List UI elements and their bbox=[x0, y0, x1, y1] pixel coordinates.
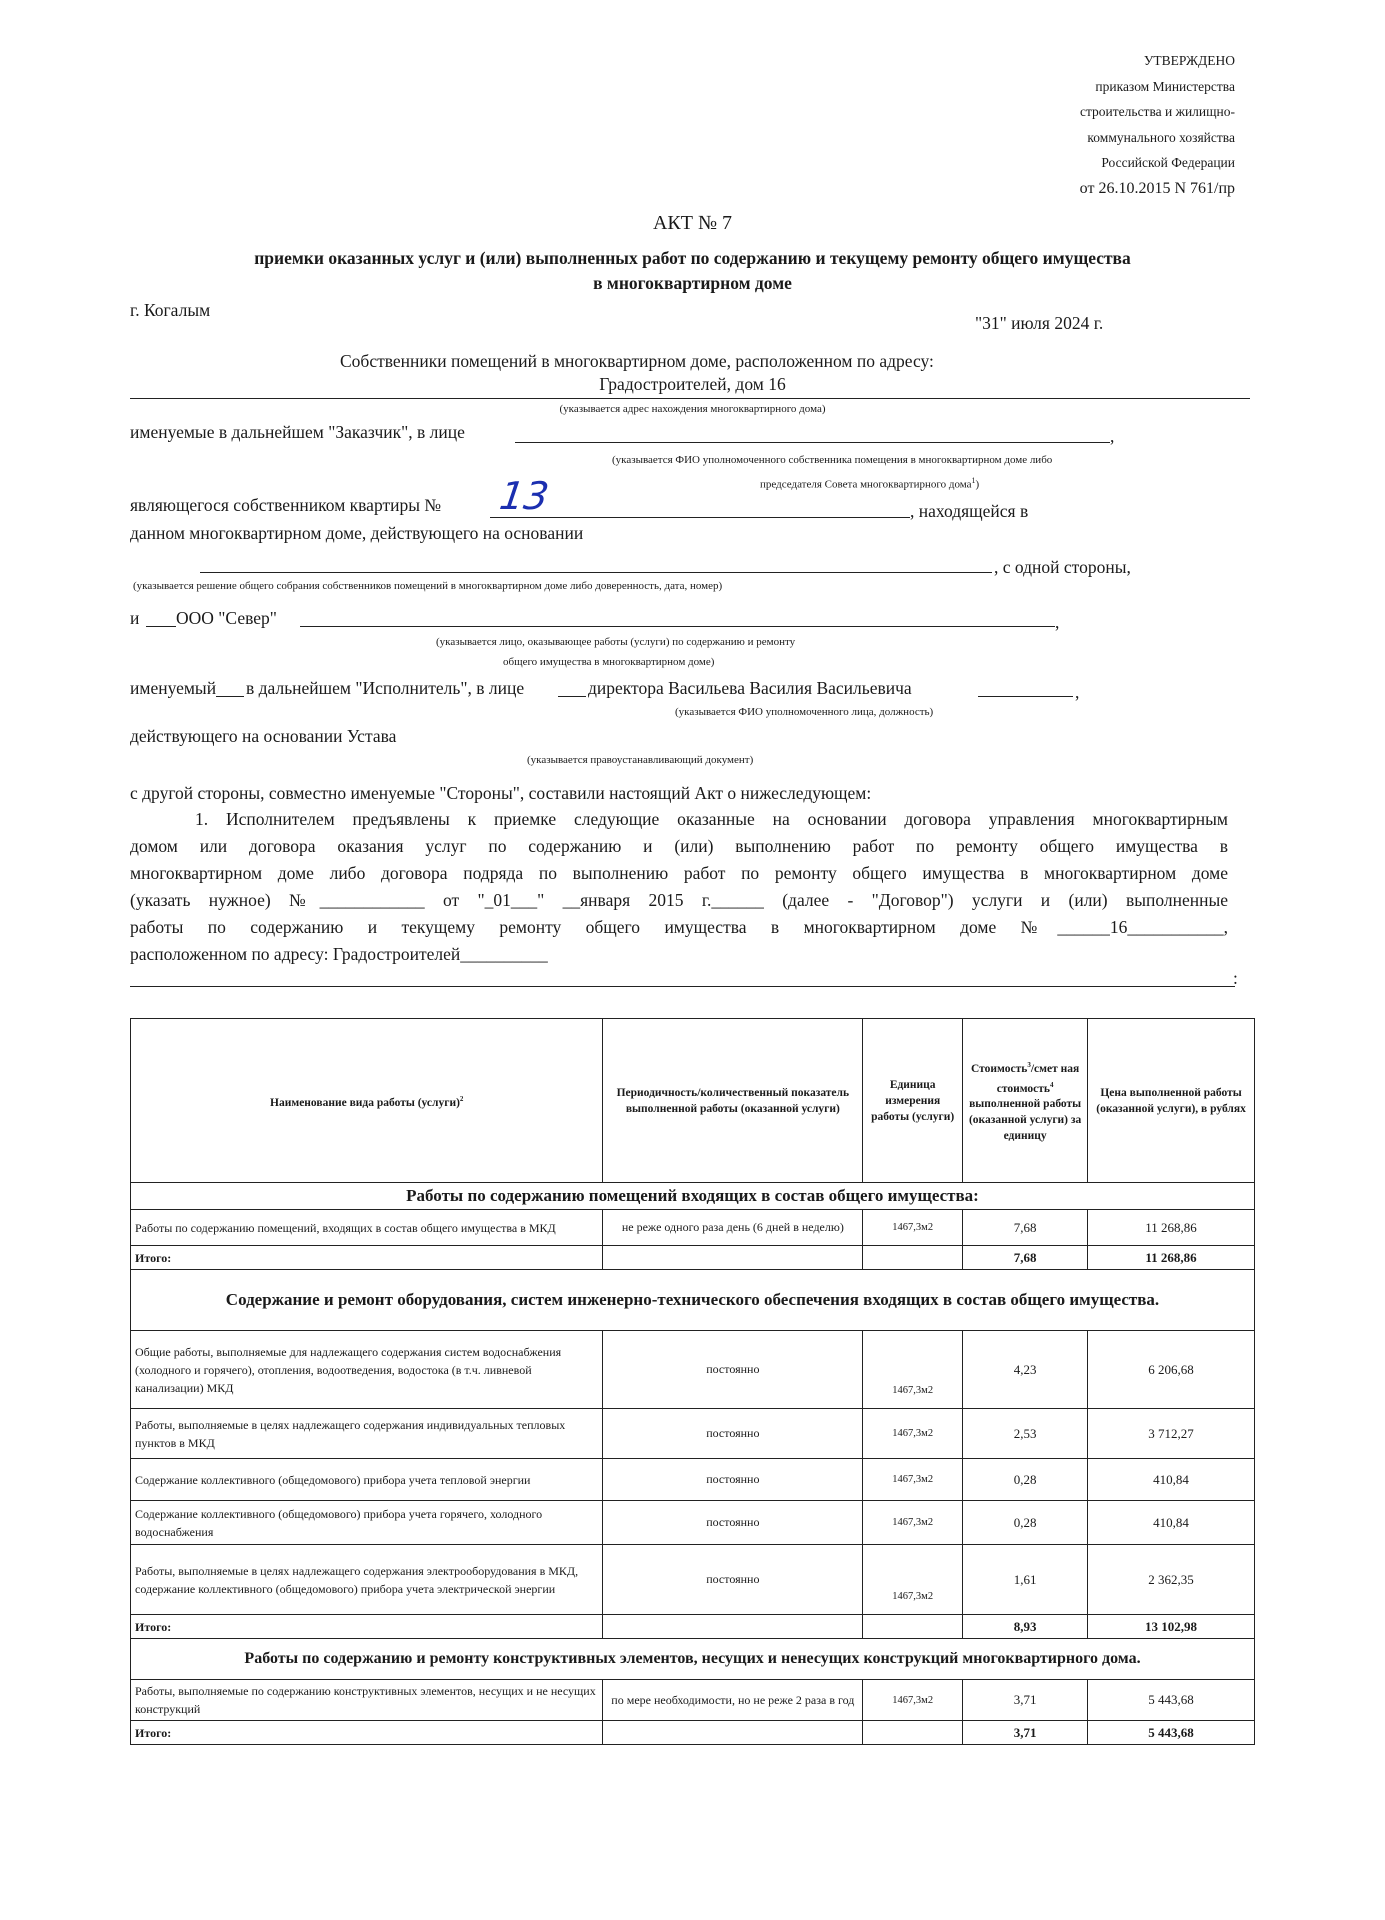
header-periodicity: Периодичность/количественный показатель выполненной работы (оказанной услуги) bbox=[603, 1019, 863, 1183]
work-name: Работы, выполняемые в целях надлежащего содержания электрооборудования в МКД, содержание коллективного (общедомового) прибора учета электрической энергии bbox=[131, 1545, 603, 1615]
work-cost: 0,28 bbox=[963, 1459, 1088, 1501]
paragraph-line: 1. Исполнителем предъявлены к приемке следующие оказанные на основании договора управления многоквартирным bbox=[195, 809, 1228, 829]
total-cost: 3,71 bbox=[963, 1721, 1088, 1745]
located-text: , находящейся в bbox=[910, 501, 1029, 521]
empty-cell bbox=[863, 1246, 963, 1270]
work-unit: 1467,3м2 bbox=[863, 1459, 963, 1501]
work-name: Работы, выполняемые по содержанию конструктивных элементов, несущих и не несущих конструкций bbox=[131, 1680, 603, 1721]
work-unit: 1467,3м2 bbox=[863, 1409, 963, 1459]
executor-text: именуемый bbox=[130, 678, 217, 698]
section-title: Работы по содержанию и ремонту конструктивных элементов, несущих и ненесущих конструкций многоквартирного дома. bbox=[131, 1639, 1255, 1680]
work-cost: 3,71 bbox=[963, 1680, 1088, 1721]
empty-cell bbox=[603, 1721, 863, 1745]
approval-title: УТВЕРЖДЕНО bbox=[1143, 53, 1235, 68]
main-paragraph bbox=[130, 806, 1228, 968]
act-subtitle-2: в многоквартирном доме bbox=[593, 273, 792, 293]
work-name: Работы по содержанию помещений, входящих в состав общего имущества в МКД bbox=[131, 1210, 603, 1246]
work-period: не реже одного раза день (6 дней в неделю) bbox=[603, 1210, 863, 1246]
act-subtitle: приемки оказанных услуг и (или) выполненных работ по содержанию и текущему ремонту общего имущества bbox=[254, 248, 1131, 268]
basis-hint: (указывается решение общего собрания собственников помещений в многоквартирном доме либо доверенность, дата, номер) bbox=[133, 580, 723, 592]
address-hint: (указывается адрес нахождения многоквартирного дома) bbox=[559, 403, 826, 415]
executor-underline-mid bbox=[558, 696, 586, 697]
colon: : bbox=[1233, 968, 1238, 988]
section-row bbox=[131, 1270, 1255, 1331]
work-period: постоянно bbox=[603, 1409, 863, 1459]
table-row bbox=[131, 1545, 1255, 1615]
approval-line: строительства и жилищно- bbox=[1080, 104, 1235, 119]
customer-text: именуемые в дальнейшем "Заказчик", в лице bbox=[130, 422, 465, 442]
contractor-underline-pre bbox=[146, 626, 176, 627]
comma: , bbox=[1075, 682, 1080, 702]
work-price: 5 443,68 bbox=[1088, 1680, 1255, 1721]
header-cost: Стоимость$^3$/смет ная стоимость$^4$ выполненной работы (оказанной услуги) за единицу bbox=[963, 1019, 1088, 1183]
address-underline bbox=[130, 398, 1250, 399]
work-name: Общие работы, выполняемые для надлежащего содержания систем водоснабжения (холодного и горячего), отопления, водоотведения, водостока (в т.ч. ливневой канализации) МКД bbox=[131, 1331, 603, 1409]
and-text: и bbox=[130, 608, 140, 628]
act-date: "31" июля 2024 г. bbox=[975, 313, 1104, 333]
paragraph-line: (указать нужное) №____________ от "_01___" __января 2015 г.______ (далее - "Договор") услуги и (или) выполненные bbox=[130, 890, 1228, 910]
table-header-row bbox=[131, 1019, 1255, 1183]
executor-person: директора Васильева Василия Васильевича bbox=[588, 678, 912, 698]
header-work-name: Наименование вида работы (услуги)$^2$ bbox=[131, 1019, 603, 1183]
other-side-text: с другой стороны, совместно именуемые "Стороны", составили настоящий Акт о нижеследующем: bbox=[130, 783, 872, 803]
total-price: 5 443,68 bbox=[1088, 1721, 1255, 1745]
section-title: Работы по содержанию помещений входящих в состав общего имущества: bbox=[131, 1183, 1255, 1210]
empty-cell bbox=[863, 1721, 963, 1745]
acting-text: действующего на основании Устава bbox=[130, 726, 397, 746]
work-name: Содержание коллективного (общедомового) прибора учета горячего, холодного водоснабжения bbox=[131, 1501, 603, 1545]
work-name: Содержание коллективного (общедомового) прибора учета тепловой энергии bbox=[131, 1459, 603, 1501]
owner-text: являющегося собственником квартиры № bbox=[130, 495, 442, 515]
total-cost: 8,93 bbox=[963, 1615, 1088, 1639]
work-cost: 4,23 bbox=[963, 1331, 1088, 1409]
apartment-number: 13 bbox=[496, 474, 552, 518]
total-price: 13 102,98 bbox=[1088, 1615, 1255, 1639]
approval-line: приказом Министерства bbox=[1095, 78, 1235, 94]
total-row bbox=[131, 1615, 1255, 1639]
work-cost: 0,28 bbox=[963, 1501, 1088, 1545]
services-table bbox=[130, 1018, 1255, 1745]
address-value: Градостроителей, дом 16 bbox=[599, 374, 786, 394]
work-unit: 1467,3м2 bbox=[863, 1680, 963, 1721]
executor-underline-pre bbox=[216, 696, 244, 697]
paragraph-line: работы по содержанию и текущему ремонту общего имущества в многоквартирном доме №______16___________, bbox=[130, 917, 1228, 937]
work-period: постоянно bbox=[603, 1459, 863, 1501]
work-price: 410,84 bbox=[1088, 1501, 1255, 1545]
table-row bbox=[131, 1501, 1255, 1545]
table-row bbox=[131, 1680, 1255, 1721]
paragraph-line: домом или договора оказания услуг по содержанию и (или) выполнению работ по ремонту общего имущества в bbox=[130, 836, 1228, 856]
basis-text: данном многоквартирном доме, действующего на основании bbox=[130, 523, 584, 543]
total-row bbox=[131, 1246, 1255, 1270]
contractor-hint: (указывается лицо, оказывающее работы (услуги) по содержанию и ремонту bbox=[436, 636, 796, 648]
work-cost: 7,68 bbox=[963, 1210, 1088, 1246]
act-title: АКТ № 7 bbox=[652, 212, 733, 234]
customer-hint: (указывается ФИО уполномоченного собственника помещения в многоквартирном доме либо bbox=[612, 454, 1053, 466]
header-price: Цена выполненной работы (оказанной услуги), в рублях bbox=[1088, 1019, 1255, 1183]
approval-block bbox=[975, 48, 1235, 201]
empty-cell bbox=[863, 1615, 963, 1639]
approval-line: Российской Федерации bbox=[1101, 155, 1235, 170]
executor-hint: (указывается ФИО уполномоченного лица, должность) bbox=[675, 706, 934, 718]
contractor-hint-2: общего имущества в многоквартирном доме) bbox=[503, 656, 715, 668]
section-row bbox=[131, 1639, 1255, 1680]
one-side-text: , с одной стороны, bbox=[994, 557, 1131, 577]
work-price: 11 268,86 bbox=[1088, 1210, 1255, 1246]
work-unit: 1467,3м2 bbox=[863, 1331, 963, 1409]
contractor-underline bbox=[300, 626, 1055, 627]
work-name: Работы, выполняемые в целях надлежащего содержания индивидуальных тепловых пунктов в МКД bbox=[131, 1409, 603, 1459]
table-row bbox=[131, 1409, 1255, 1459]
total-price: 11 268,86 bbox=[1088, 1246, 1255, 1270]
section-title: Содержание и ремонт оборудования, систем инженерно-технического обеспечения входящих в состав общего имущества. bbox=[131, 1270, 1255, 1331]
work-price: 6 206,68 bbox=[1088, 1331, 1255, 1409]
empty-cell bbox=[603, 1246, 863, 1270]
work-period: постоянно bbox=[603, 1545, 863, 1615]
work-cost: 2,53 bbox=[963, 1409, 1088, 1459]
table-row bbox=[131, 1331, 1255, 1409]
section-row bbox=[131, 1183, 1255, 1210]
work-unit: 1467,3м2 bbox=[863, 1501, 963, 1545]
work-unit: 1467,3м2 bbox=[863, 1545, 963, 1615]
comma: , bbox=[1110, 426, 1115, 446]
paragraph-line: многоквартирном доме либо договора подряда по выполнению работ по ремонту общего имущества в многоквартирном доме bbox=[130, 863, 1228, 883]
work-period: постоянно bbox=[603, 1501, 863, 1545]
header-unit: Единица измерения работы (услуги) bbox=[863, 1019, 963, 1183]
table-row bbox=[131, 1210, 1255, 1246]
city: г. Когалым bbox=[130, 300, 211, 320]
work-unit: 1467,3м2 bbox=[863, 1210, 963, 1246]
approval-line: коммунального хозяйства bbox=[1087, 129, 1235, 145]
owners-text: Собственники помещений в многоквартирном доме, расположенном по адресу: bbox=[340, 351, 934, 371]
table-row bbox=[131, 1459, 1255, 1501]
work-cost: 1,61 bbox=[963, 1545, 1088, 1615]
paragraph-underline bbox=[130, 986, 1235, 987]
total-label: Итого: bbox=[131, 1615, 603, 1639]
empty-cell bbox=[603, 1615, 863, 1639]
apartment-underline bbox=[490, 517, 910, 518]
executor-text-2: в дальнейшем "Исполнитель", в лице bbox=[246, 678, 525, 698]
executor-underline-post bbox=[978, 696, 1073, 697]
customer-underline bbox=[515, 442, 1110, 443]
contractor-name: ООО "Север" bbox=[176, 608, 277, 628]
approval-order: от 26.10.2015 N 761/пр bbox=[1079, 179, 1235, 197]
customer-hint-2: председателя Совета многоквартирного дома$^1$) bbox=[760, 476, 980, 491]
work-price: 410,84 bbox=[1088, 1459, 1255, 1501]
comma: , bbox=[1055, 612, 1060, 632]
total-row bbox=[131, 1721, 1255, 1745]
work-price: 2 362,35 bbox=[1088, 1545, 1255, 1615]
total-cost: 7,68 bbox=[963, 1246, 1088, 1270]
total-label: Итого: bbox=[131, 1246, 603, 1270]
work-price: 3 712,27 bbox=[1088, 1409, 1255, 1459]
acting-hint: (указывается правоустанавливающий документ) bbox=[527, 754, 754, 766]
total-label: Итого: bbox=[131, 1721, 603, 1745]
work-period: постоянно bbox=[603, 1331, 863, 1409]
basis-underline bbox=[200, 572, 992, 573]
work-period: по мере необходимости, но не реже 2 раза в год bbox=[603, 1680, 863, 1721]
paragraph-line: расположенном по адресу: Градостроителей__________ bbox=[130, 944, 548, 964]
